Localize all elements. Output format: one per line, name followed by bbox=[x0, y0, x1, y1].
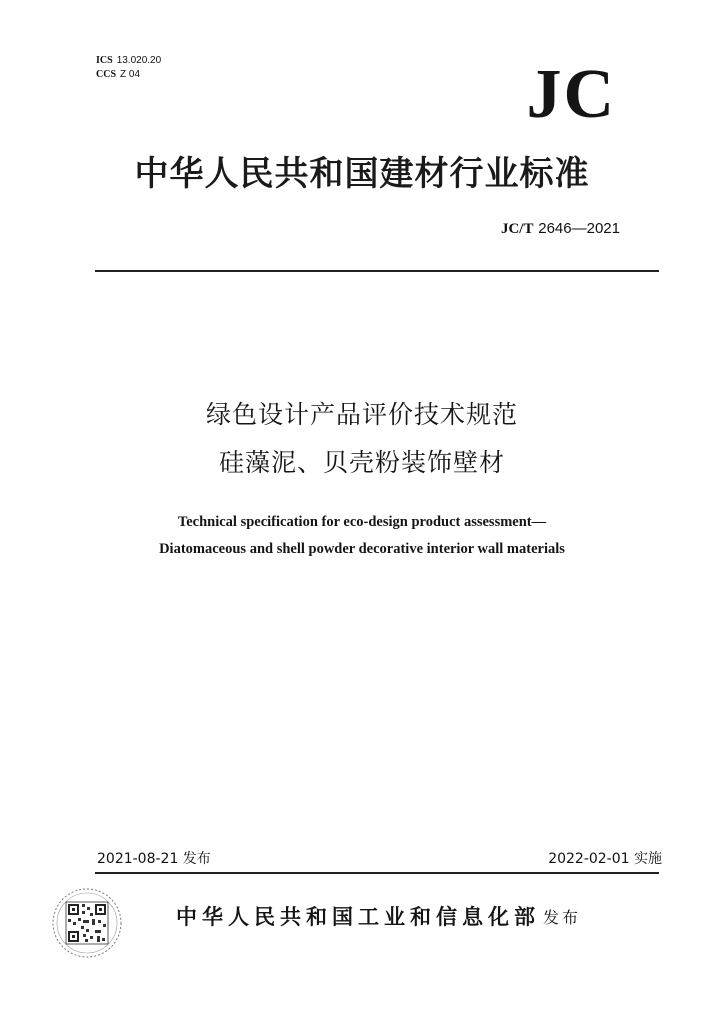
publisher-action: 发布 bbox=[543, 908, 582, 927]
ics-value: 13.020.20 bbox=[116, 55, 162, 66]
standard-number bbox=[501, 218, 620, 239]
standard-category-title: 中华人民共和国建材行业标准 bbox=[134, 154, 590, 194]
english-title-line1: Technical specification for eco-design product assessment— bbox=[177, 514, 547, 530]
implementation-date: 2022-02-01 实施 bbox=[548, 851, 662, 867]
chinese-title-line1: 绿色设计产品评价技术规范 bbox=[205, 400, 518, 429]
qr-code-seal-icon bbox=[50, 886, 124, 960]
footer-divider bbox=[95, 872, 659, 874]
classification-codes bbox=[96, 54, 161, 82]
ccs-value: Z 04 bbox=[120, 69, 141, 80]
ics-code bbox=[96, 54, 161, 68]
english-title-line2: Diatomaceous and shell powder decorative interior wall materials bbox=[159, 541, 565, 557]
standard-number-value: 2646—2021 bbox=[538, 220, 620, 237]
publisher-name: 中华人民共和国工业和信息化部 bbox=[176, 904, 540, 929]
ccs-code bbox=[96, 68, 161, 82]
standard-number-prefix: JC/T bbox=[500, 221, 534, 237]
jc-logo: JC bbox=[526, 56, 616, 133]
chinese-title-line2: 硅藻泥、贝壳粉装饰壁材 bbox=[218, 448, 505, 477]
header-divider bbox=[95, 270, 659, 272]
ccs-label: CCS bbox=[96, 69, 117, 80]
issue-date: 2021-08-21 发布 bbox=[97, 851, 211, 867]
ics-label: ICS bbox=[96, 55, 113, 66]
